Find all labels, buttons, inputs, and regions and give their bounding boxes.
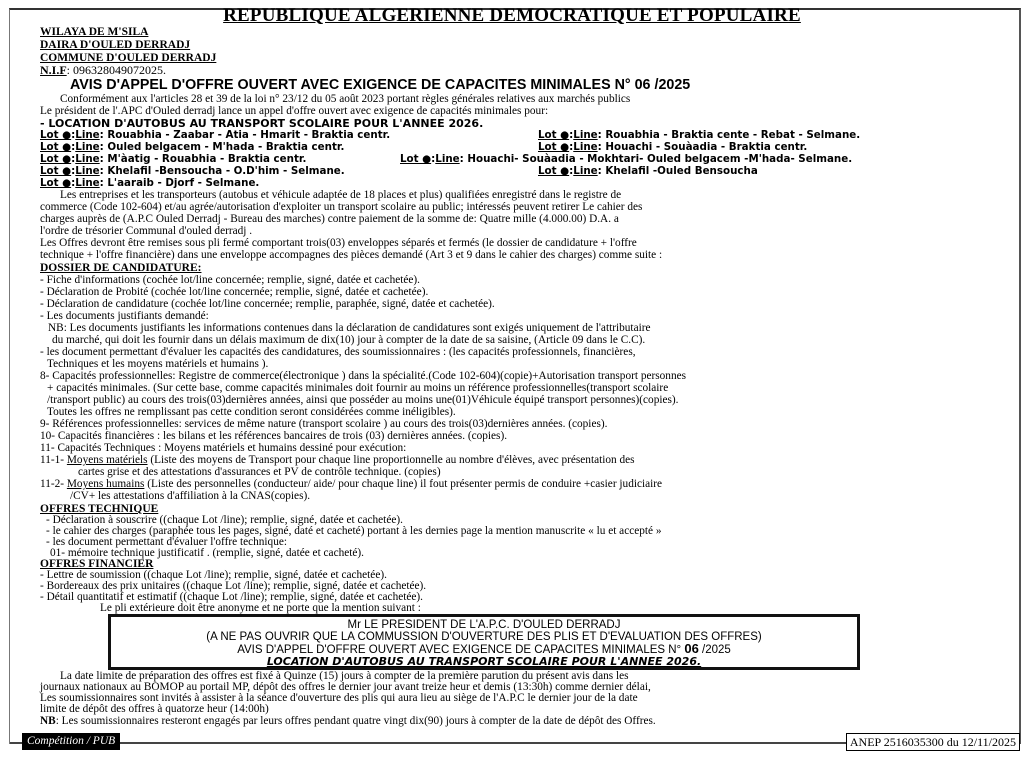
technique-line: - les document permettant d'évaluer l'offre technique: (46, 536, 288, 548)
lot-item: Lot ●:Line: M'àatig - Rouabhia - Braktia centr. (40, 153, 307, 165)
intro-line: Le président de l'.APC d'Ouled derradj lance un appel d'offre ouvert avec exigence de capacités minimales pour: (40, 105, 549, 117)
condition-line: charges auprès de (A.P.C Ouled Derradj - Bureau des marches) contre paiement de la somme de: Quatre mille (4.000.00) D.A. a (40, 213, 619, 225)
condition-line: Les entreprises et les transporteurs (autobus et véhicule adaptée de 18 places et plus) qualifiées enregistré dans le registre de (60, 189, 622, 201)
competition-tag: Compétition / PUB (22, 733, 120, 750)
box-line: (A NE PAS OUVRIR QUE LA COMMUSSION D'OUVERTURE DES PLIS ET D'EVALUATION DES OFFRES) (206, 631, 762, 643)
box-line: LOCATION D'AUTOBUS AU TRANSPORT SCOLAIRE POUR L'ANNEE 2026. (266, 655, 702, 668)
republic-title: REPUBLIQUE ALGERIENNE DEMOCRATIQUE ET POPULAIRE (223, 5, 801, 26)
box-line: AVIS D'APPEL D'OFFRE OUVERT AVEC EXIGENCE DE CAPACITES MINIMALES N° 06 /2025 (237, 641, 731, 656)
offres-technique-heading: OFFRES TECHNIQUE (40, 503, 159, 515)
financier-line: - Détail quantitatif et estimatif ((chaque Lot /line); remplie, signé, datée et cachetée). (40, 591, 423, 603)
lot-item: Lot ●:Line: Khelafil -Ouled Bensoucha (538, 165, 758, 177)
nif-label: N.I.F (40, 63, 67, 77)
pli-note-text: Le pli extérieure doit être anonyme et ne porte que la mention suivant : (100, 602, 421, 614)
nif (40, 65, 166, 76)
nb-line: NB: Les soumissionnaires resteront engagés par leurs offres pendant quatre vingt dix(90) jours à compter de la date de dépôt des Offres. (40, 715, 656, 727)
envelope-mention-box (108, 614, 860, 670)
financier-line: - Lettre de soumission ((chaque Lot /line); remplie, signé, datée et cachetée). (40, 569, 387, 581)
moyens-humains-cont: /CV+ les attestations d'affiliation à la CNAS(copies). (70, 490, 311, 502)
lot-item: Lot ●:Line: Khelafil -Bensoucha - O.D'him - Selmane. (40, 165, 345, 177)
dossier-heading: DOSSIER DE CANDIDATURE: (40, 262, 202, 274)
financier-line: - Bordereaux des prix unitaires ((chaque Lot /line); remplie, signé, datée et cachetée). (40, 580, 427, 592)
dossier-line: - Les documents justifiants demandé: (40, 310, 209, 322)
moyens-materiels: 11-1- Moyens matériels (Liste des moyens de Transport pour chaque line proportionnelle au nombre d'élèves, avec présentation des (40, 454, 635, 466)
closing-line: Les soumissionnaires sont invités à assister à la séance d'ouverture des plis qui aura lieu au siège de l'A.P.C le dernier jour de la date (40, 692, 638, 704)
lot-item: Lot ●:Line: Rouabhia - Zaabar - Atia - Hmarit - Braktia centr. (40, 129, 391, 141)
dossier-line: Toutes les offres ne remplissant pas cette condition seront considérées comme inéligibles). (47, 406, 456, 418)
technique-line: - le cahier des charges (paraphée tous les pages, signé, daté et cacheté) portant à les dernies page la mention manuscrite « lu et accepté » (46, 525, 662, 537)
offres-financier-heading: OFFRES FINANCIER (40, 558, 154, 570)
dossier-line: du marché, qui doit les fournir dans un délais maximum de dix(10) jour à compter de la date de sa saisine, (Article 09 dans le C.C). (52, 334, 646, 346)
dossier-line: Techniques et les moyens matériels et humains ). (47, 358, 269, 370)
condition-line: Les Offres devront être remises sous pli fermé comportant trois(03) enveloppes séparés et fermés (le dossier de candidature + l'offre (40, 237, 637, 249)
dossier-line: + capacités minimales. (Sur cette base, comme capacités minimales doit fournir au moins un référence professionnelles(transport scolaire (47, 382, 669, 394)
intro-line: Conformément aux l'articles 28 et 39 de la loi n° 23/12 du 05 août 2023 portant règles générales relatives aux marchés publics (60, 93, 631, 105)
dossier-line: 8- Capacités professionnelles: Registre de commerce(électronique ) dans la spécialité.(Code 102-604)(copie)+Autorisation transport personnes (40, 370, 687, 382)
technique-line: 01- mémoire technique justificatif . (remplie, signé, datée et cacheté). (50, 547, 364, 559)
object-line: - LOCATION D'AUTOBUS AU TRANSPORT SCOLAIRE POUR L'ANNEE 2026. (40, 117, 484, 130)
dossier-line: 10- Capacités financières : les bilans et les références bancaires de trois (03) dernières années. (copies). (40, 430, 508, 442)
lot-item: Lot ●:Line: L'aaraib - Djorf - Selmane. (40, 177, 260, 189)
commune: COMMUNE D'OULED DERRADJ (40, 52, 217, 64)
daira: DAIRA D'OULED DERRADJ (40, 39, 191, 51)
wilaya: WILAYA DE M'SILA (40, 26, 149, 38)
dossier-line: /transport public) au cours des trois(03)dernières années, ainsi que posséder au moins une(01)Véhicule équipé transport personnes)(copies). (47, 394, 679, 406)
condition-line: commerce (Code 102-604) et/au agrée/autorisation d'exploiter un transport scolaire au public; intéressés peuvent retirer Le cahier des (40, 201, 643, 213)
avis-title: AVIS D'APPEL D'OFFRE OUVERT AVEC EXIGENCE DE CAPACITES MINIMALES N° 06 /2025 (70, 77, 691, 93)
lot-item: Lot ●:Line: Ouled belgacem - M'hada - Braktia centr. (40, 141, 345, 153)
dossier-line: - les document permettant d'évaluer les capacités des candidatures, des soumissionnaires : (les capacités professionnels, financières, (40, 346, 636, 358)
dossier-line: - Déclaration de Probité (cochée lot/line concernée; remplie, signé, datée et cachetée). (40, 286, 429, 298)
lot-item: Lot ●:Line: Rouabhia - Braktia cente - Rebat - Selmane. (538, 129, 861, 141)
condition-line: technique + l'offre financière) dans une enveloppe accompagnes des pièces demandé (Art 3 et 9 dans le cahier des charges) comme suite : (40, 249, 663, 261)
dossier-line: 11- Capacités Techniques : Moyens matériels et humains dessiné pour exécution: (40, 442, 407, 454)
technique-line: - Déclaration à souscrire ((chaque Lot /line); remplie, signé, datée et cachetée). (46, 514, 403, 526)
lot-item: Lot ●:Line: Houachi - Souàadia - Braktia centr. (538, 141, 808, 153)
lot-item: Lot ●:Line: Houachi- Souàadia - Mokhtari- Ouled belgacem -M'hada- Selmane. (400, 153, 853, 165)
anep-reference: ANEP 2516035300 du 12/11/2025 (846, 733, 1020, 751)
moyens-humains: 11-2- Moyens humains (Liste des personnelles (conducteur/ aide/ pour chaque line) il fout présenter permis de conduire +casier judiciaire (40, 478, 663, 490)
closing-line: La date limite de préparation des offres est fixé à Quinze (15) jours à compter de la première parution du présent avis dans les (60, 670, 629, 682)
nif-value: : 096328049072025. (66, 63, 167, 77)
condition-line: l'ordre de trésorier Communal d'ouled derradj . (40, 225, 253, 237)
box-line: Mr LE PRESIDENT DE L'A.P.C. D'OULED DERRADJ (347, 619, 621, 631)
closing-line: limite de dépôt des offres à quatorze heur (14:00h) (40, 703, 269, 715)
dossier-line: - Fiche d'informations (cochée lot/line concernée; remplie, signé, datée et cachetée). (40, 274, 420, 286)
closing-line: journaux nationaux au BOMOP au portail MP, dépôt des offres le dernier jour avant treize heur et demis (13:30h) comme dernier délai, (40, 681, 651, 693)
dossier-line: - Déclaration de candidature (cochée lot/line concernée; remplie, paraphée, signé, datée et cachetée). (40, 298, 495, 310)
dossier-nb: NB: Les documents justifiants les informations contenues dans la déclaration de candidatures sont exigés uniquement de l'attributaire (48, 322, 651, 334)
moyens-materiels-cont: cartes grise et des attestations d'assurances et PV de contrôle technique. (copies) (78, 466, 441, 478)
dossier-line: 9- Références professionnelles: services de même nature (transport scolaire ) au cours des trois(03)dernières années. (copies). (40, 418, 608, 430)
